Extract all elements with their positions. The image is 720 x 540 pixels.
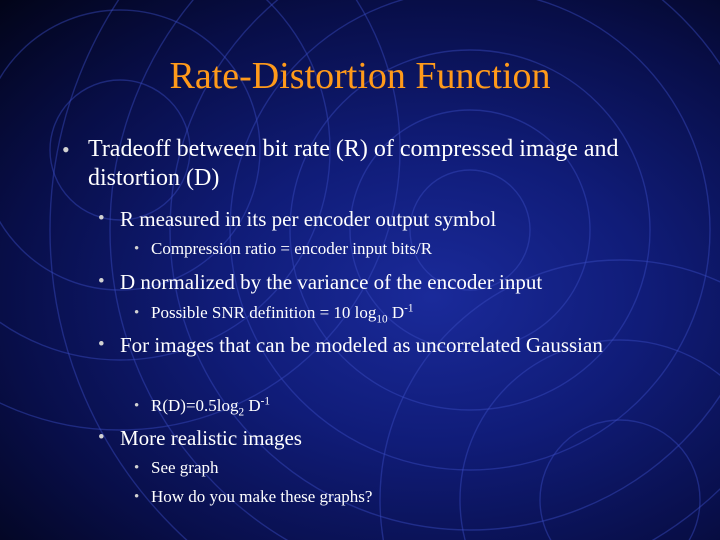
bullet-more-realistic (98, 424, 680, 452)
bullet-d-normalized-text: D normalized by the variance of the encoder input (120, 270, 543, 294)
snr-prefix: Possible SNR definition = 10 log (151, 303, 377, 322)
bullet-compression-ratio (134, 236, 671, 262)
bullet-dot: • (134, 489, 140, 505)
bullet-dot: • (62, 137, 70, 162)
bullet-tradeoff-text: Tradeoff between bit rate (R) of compressed image and distortion (D) (88, 136, 619, 191)
bullet-how-make-graphs (134, 484, 671, 510)
bullet-more-realistic-text: More realistic images (120, 426, 302, 450)
bullet-dot: • (98, 427, 105, 448)
snr-superscript: -1 (404, 302, 414, 315)
snr-d: D (387, 303, 405, 322)
rd-subscript: 2 (238, 406, 245, 419)
bullet-tradeoff (62, 135, 678, 193)
bullet-r-measured-text: R measured in its per encoder output symbol (120, 207, 497, 231)
bullet-dot: • (98, 334, 105, 355)
rd-d: D (244, 396, 261, 415)
bullet-dot: • (134, 460, 140, 476)
snr-subscript: 10 (376, 313, 388, 326)
bullet-see-graph-text: See graph (151, 458, 219, 477)
bullet-snr-definition (134, 300, 671, 326)
bullet-r-measured (98, 205, 680, 233)
bullet-see-graph (134, 455, 671, 481)
bullet-dot: • (134, 241, 140, 257)
rd-prefix: R(D)=0.5log (151, 396, 239, 415)
bullet-dot: • (98, 271, 105, 292)
bullet-uncorrelated-gaussian (98, 331, 610, 359)
rd-superscript: -1 (260, 395, 270, 408)
bullet-dot: • (134, 305, 140, 321)
bullet-uncorrelated-gaussian-text: For images that can be modeled as uncorrelated Gaussian (120, 333, 603, 357)
bullet-dot: • (134, 398, 140, 414)
bullet-dot: • (98, 208, 105, 229)
slide-title: Rate-Distortion Function (169, 55, 551, 97)
bullet-rd-formula (134, 393, 671, 419)
bullet-compression-ratio-text: Compression ratio = encoder input bits/R (151, 239, 433, 258)
bullet-how-make-graphs-text: How do you make these graphs? (151, 487, 373, 506)
bullet-d-normalized (98, 268, 680, 296)
